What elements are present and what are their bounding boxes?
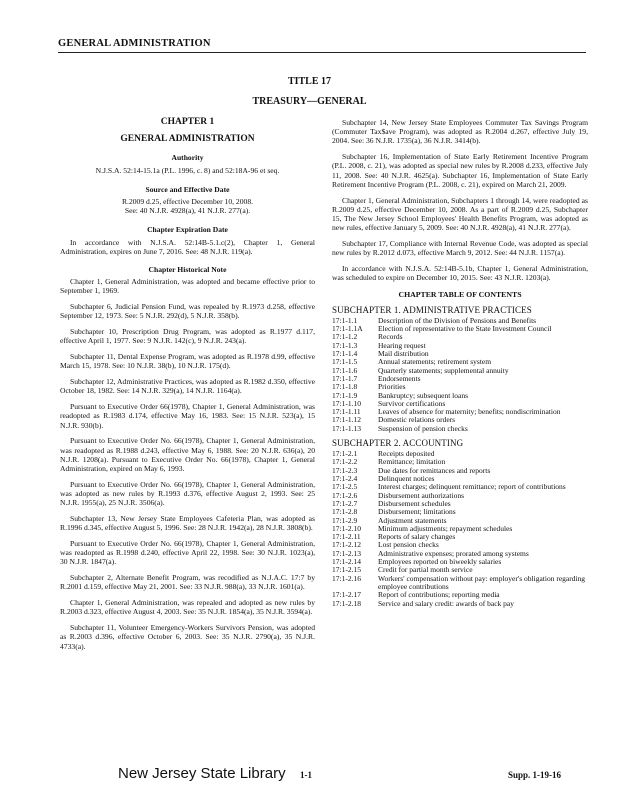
toc-section-title: Domestic relations orders [378,415,456,425]
toc-section-number: 17:1-2.9 [332,515,358,525]
toc-entry [332,333,588,341]
toc-section-title: Endorsements [378,373,421,383]
toc-entry [332,467,588,475]
subtitle: TREASURY—GENERAL [252,96,367,107]
history-paragraph: Subchapter 16, Implementation of State Early Retirement Incentive Program (P.L. 2008, c. 21), was adopted as special new rules by R.2008 d.233, effective July 11, 2008. See: 40 N.J.R. 4625(a). Subchapter 16, Implementation of State Early Retirement Incentive Program (P.L. 2008, c. 21), expired on March 21, 2009. [332,152,588,189]
toc-section-number: 17:1-2.13 [332,548,361,558]
toc-section-number: 17:1-1.7 [332,373,358,383]
toc-section-number: 17:1-2.17 [332,590,361,600]
history-paragraph: Subchapter 6, Judicial Pension Fund, was repealed by R.1973 d.258, effective September 12, 1973. See: 5 N.J.R. 292(d), 5 N.J.R. 358(b). [60,302,315,321]
authority-text: N.J.S.A. 52:14-15.1a (P.L. 1996, c. 8) and 52:18A-96 et seq. [95,165,280,175]
toc-title: CHAPTER TABLE OF CONTENTS [398,290,522,300]
toc-section-number: 17:1-1.4 [332,349,358,359]
toc-section-title: Credit for partial month service [378,565,473,575]
toc-section-number: 17:1-1.10 [332,398,361,408]
toc-section-title: Priorities [378,382,406,392]
toc-entry [332,450,588,458]
toc-section-title: Survivor certifications [378,398,446,408]
toc-section-title: Interest charges; delinquent remittance; report of contributions [378,482,566,492]
toc-section-title: Minimum adjustments; repayment schedules [378,523,513,533]
toc-entry [332,492,588,500]
toc-section-number: 17:1-2.7 [332,498,358,508]
history-paragraph: Pursuant to Executive Order 66(1978), Chapter 1, General Administration, was readopted as R.1983 d.174, effective May 16, 1983. See: 15 N.J.R. 523(a), 15 N.J.R. 930(b). [60,402,315,430]
toc-section-title: Disbursement authorizations [378,490,465,500]
history-paragraph: Chapter 1, General Administration, was adopted and became effective prior to September 1, 1969. [60,277,315,296]
source-heading: Source and Effective Date [145,184,230,194]
toc-entry [332,392,588,400]
history-paragraph: In accordance with N.J.S.A. 52:14B-5.1b, Chapter 1, General Administration, was scheduled to expire on December 10, 2015. See: 43 N.J.R. 1203(a). [332,264,588,283]
toc-section-title: Lost pension checks [378,540,439,550]
toc-section-title: Adjustment statements [378,515,447,525]
subchapter-2-heading: SUBCHAPTER 2. ACCOUNTING [332,437,464,448]
toc-section-number: 17:1-2.18 [332,598,361,608]
history-paragraph: Pursuant to Executive Order No. 66(1978), Chapter 1, General Administration, was readopted as R.1988 d.243, effective May 6, 1988. See: 20 N.J.R. 636(a), 20 N.J.R. 1208(a). Pursuant to Executive Order No. 66(1978), Chapter 1, General Administration, expired on May 6, 1993. [60,436,315,474]
history-heading: Chapter Historical Note [148,265,227,275]
toc-section-title: Records [378,332,403,342]
subchapter-2-toc [332,450,588,608]
toc-entry [332,408,588,416]
toc-entry [332,367,588,375]
toc-entry [332,525,588,533]
library-watermark: New Jersey State Library [118,765,286,782]
toc-section-number: 17:1-1.2 [332,332,358,342]
toc-section-title: Election of representative to the State Investment Council [378,324,552,334]
history-paragraph: Subchapter 11, Dental Expense Program, was adopted as R.1978 d.99, effective March 15, 1978. See: 10 N.J.R. 38(b), 10 N.J.R. 175(d). [60,352,315,371]
toc-section-title: Leaves of absence for maternity; benefits; nondiscrimination [378,407,561,417]
toc-section-title: Due dates for remittances and reports [378,465,491,475]
chapter-number: CHAPTER 1 [160,117,215,127]
toc-section-title: Hearing request [378,340,426,350]
toc-section-number: 17:1-2.11 [332,532,361,542]
history-paragraph: Chapter 1, General Administration, Subchapters 1 through 14, were readopted as R.2009 d.25, effective December 10, 2008. As a part of R.2009 d.25, Subchapter 15, The New Jersey School Employees' Health Benefits Program, was adopted as new rules, effective January 5, 2009. See: 40 N.J.R. 4928(a), 41 N.J.R. 277(a). [332,195,588,233]
toc-entry [332,325,588,333]
history-paragraph: Subchapter 10, Prescription Drug Program, was adopted as R.1977 d.117, effective April 1, 1977. See: 9 N.J.R. 142(c), 9 N.J.R. 243(a). [60,327,315,346]
authority-heading: Authority [171,153,204,163]
toc-section-title: Disbursement; limitations [378,507,456,517]
toc-section-number: 17:1-2.14 [332,557,361,567]
toc-section-number: 17:1-1.11 [332,407,361,417]
expiration-text: In accordance with N.J.S.A. 52:14B-5.1.c(2), Chapter 1, General Administration, expires on June 7, 2016. See: 48 N.J.R. 119(a). [60,237,315,256]
right-column [332,118,588,614]
history-paragraph: Pursuant to Executive Order No. 66(1978), Chapter 1, General Administration, was readopted as R.1998 d.240, effective April 22, 1998. See: 30 N.J.R. 1023(a), 30 N.J.R. 1847(a). [60,539,315,567]
toc-section-title: Service and salary credit: awards of back pay [378,598,514,608]
history-paragraph: Chapter 1, General Administration, was repealed and adopted as new rules by R.2003 d.323, effective August 4, 2003. See: 35 N.J.R. 1854(a), 35 N.J.R. 3594(a). [60,598,315,617]
toc-section-number: 17:1-2.6 [332,490,358,500]
source-line: See: 40 N.J.R. 4928(a), 41 N.J.R. 277(a). [124,206,251,216]
toc-section-number: 17:1-1.3 [332,340,358,350]
toc-section-title: Administrative expenses; prorated among systems [378,548,529,558]
toc-section-title: Remittance; limitation [378,457,446,467]
toc-section-title: Reports of salary changes [378,532,456,542]
toc-section-number: 17:1-2.15 [332,565,361,575]
expiration-heading: Chapter Expiration Date [147,225,228,235]
left-column [60,118,315,657]
chapter-name: GENERAL ADMINISTRATION [120,134,255,145]
toc-section-number: 17:1-1.1A [332,324,363,334]
toc-section-title: Description of the Division of Pensions and Benefits [378,315,537,325]
toc-entry [332,425,588,433]
supplement-date: Supp. 1-19-16 [508,770,562,780]
running-head: GENERAL ADMINISTRATION [58,38,211,49]
source-line: R.2009 d.25, effective December 10, 2008. [121,197,254,207]
toc-section-number: 17:1-2.16 [332,573,361,583]
subchapter-1-heading: SUBCHAPTER 1. ADMINISTRATIVE PRACTICES [332,304,532,315]
title: TITLE 17 [287,76,332,87]
toc-section-title: Receipts deposited [378,449,435,459]
history-paragraph: Pursuant to Executive Order No. 66(1978), Chapter 1, General Administration, was adopted as new rules by R.1993 d.376, effective August 2, 1993. See: 25 N.J.R. 1955(a), 25 N.J.R. 3506(a). [60,479,315,508]
toc-section-number: 17:1-1.8 [332,382,358,392]
toc-section-number: 17:1-2.8 [332,507,358,517]
toc-section-title: Annual statements; retirement system [378,357,492,367]
toc-section-title: Bankruptcy; subsequent loans [378,390,468,400]
toc-section-title: Disbursement schedules [378,498,451,508]
toc-section-number: 17:1-2.1 [332,449,358,459]
header-rule [58,52,586,53]
toc-section-number: 17:1-1.13 [332,423,361,433]
toc-section-title: Employees reported on biweekly salaries [378,557,502,567]
toc-entry [332,575,588,592]
history-paragraph: Subchapter 17, Compliance with Internal Revenue Code, was adopted as special new rules by R.2012 d.073, effective March 9, 2012. See: 44 N.J.R. 1157(a). [332,239,588,258]
toc-section-title: Suspension of pension checks [378,423,468,433]
toc-section-number: 17:1-1.9 [332,390,358,400]
toc-section-number: 17:1-2.10 [332,523,361,533]
toc-entry [332,500,588,508]
toc-entry [332,600,588,608]
toc-section-number: 17:1-1.1 [332,315,358,325]
subchapter-1-toc [332,317,588,433]
history-paragraph: Subchapter 13, New Jersey State Employees Cafeteria Plan, was adopted as R.1996 d.345, effective August 5, 1996. See: 28 N.J.R. 1942(a), 28 N.J.R. 3808(b). [60,514,315,533]
toc-entry [332,533,588,541]
toc-section-number: 17:1-1.6 [332,365,358,375]
toc-section-number: 17:1-2.3 [332,465,358,475]
history-paragraph: Subchapter 2, Alternate Benefit Program, was recodified as N.J.A.C. 17:7 by R.2001 d.159, effective May 21, 2001. See: 33 N.J.R. 988(a), 33 N.J.R. 1601(a). [60,573,315,592]
history-paragraph: Subchapter 12, Administrative Practices, was adopted as R.1982 d.350, effective October 18, 1982. See: 14 N.J.R. 329(a), 14 N.J.R. 1164(a). [60,377,315,396]
toc-section-title: Mail distribution [378,349,429,359]
history-paragraph: Subchapter 11, Volunteer Emergency-Workers Survivors Pension, was adopted as R.2003 d.396, effective October 6, 2003. See: 35 N.J.R. 2790(a), 35 N.J.R. 4733(a). [60,623,315,651]
toc-section-title: Report of contributions; reporting media [378,590,500,600]
toc-section-title: Delinquent notices [378,474,435,484]
toc-section-number: 17:1-2.12 [332,540,361,550]
toc-section-number: 17:1-1.5 [332,357,358,367]
page-number: 1-1 [300,770,312,780]
toc-section-number: 17:1-1.12 [332,415,361,425]
history-paragraph: Subchapter 14, New Jersey State Employees Commuter Tax Savings Program (Commuter Tax$ave Program), was adopted as R.2004 d.267, effective July 19, 2004. See: 36 N.J.R. 1735(a), 36 N.J.R. 3414(b). [332,118,588,146]
toc-section-title: Quarterly statements; supplemental annuity [378,365,509,375]
toc-entry [332,342,588,350]
toc-section-title: Workers' compensation without pay: employer's obligation regarding employee contributions [378,573,586,591]
toc-section-number: 17:1-2.2 [332,457,358,467]
toc-entry [332,375,588,383]
toc-entry [332,508,588,516]
toc-section-number: 17:1-2.5 [332,482,358,492]
toc-section-number: 17:1-2.4 [332,474,358,484]
